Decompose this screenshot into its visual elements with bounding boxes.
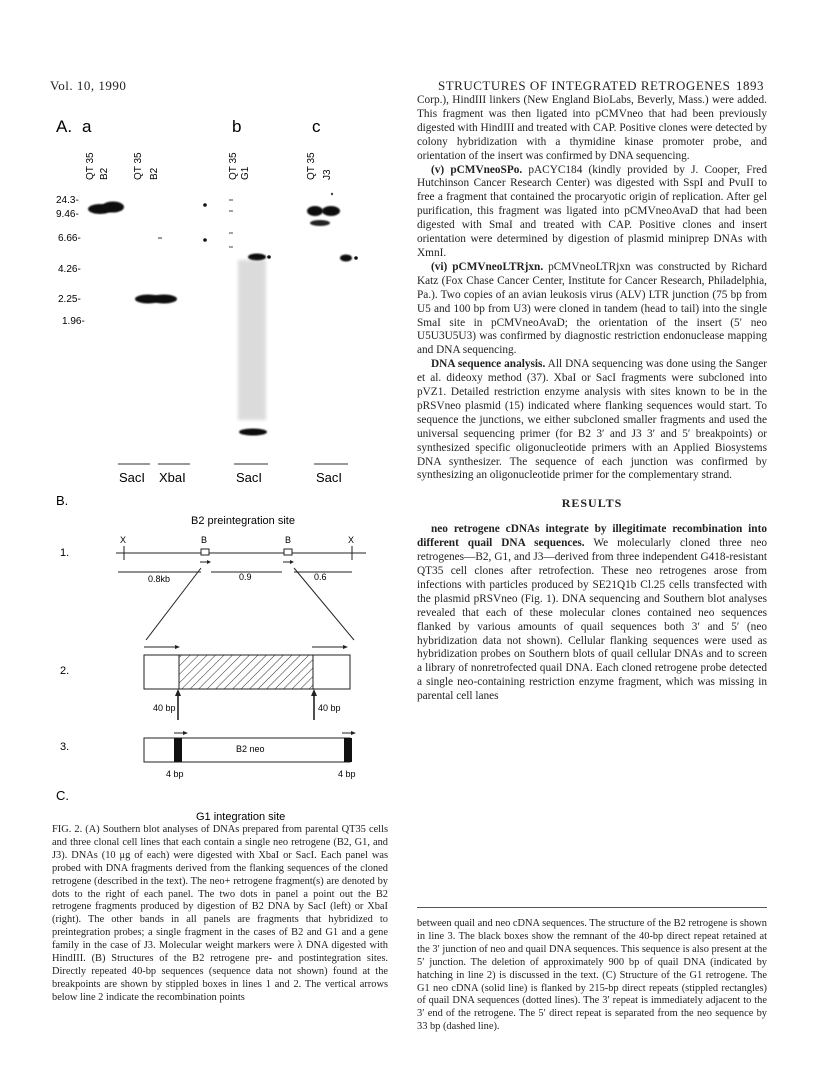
paragraph [417,261,767,358]
junction-label: 4 bp [338,769,356,779]
subheading: neo retrogene cDNAs integrate by illegitimate recombination into different quail DNA sequences. [417,523,767,550]
segment-label: 0.9 [239,572,252,582]
line-3-label: 3. [60,741,70,753]
marker-label: 24.3- [56,195,79,206]
lane-label: QT 35 [228,152,239,180]
enzyme-label: SacI [236,470,263,485]
section-heading: RESULTS [561,496,623,511]
paragraph-text: pACYC184 (kindly provided by J. Cooper, Fred Hutchinson Cancer Research Center) was digested with SspI and PvuII to free a fragment that contained the procaryotic origin of replication. After gel purification, this fragment was ligated into pCMVneoAvaD that had been digested with SmaI and treated with CAP. Positive clones and insert orientation were determined by digestion of plasmid miniprep DNAs with XmnI. [417,163,767,259]
site-label: X [120,535,127,545]
marker-label: 6.66- [58,233,81,244]
lane-label: B2 [149,167,160,180]
lane-label: G1 [240,166,251,180]
paragraph: Corp.), HindIII linkers (New England BioLabs, Beverly, Mass.) were added. This fragment was then ligated into pCMVneo that had been previously digested with HindIII and treated with CAP. Positive clones were detected by colony hybridization with a thymidine kinase promoter probe, and orientation of the insert was confirmed by DNA sequencing. [417,94,767,162]
blot-a [88,202,207,304]
subheading: (v) pCMVneoSPo. [431,163,523,176]
line-2-label: 2. [60,665,70,677]
line-1-label: 1. [60,547,70,559]
marker-label: 1.96- [62,316,85,327]
panel-c-title: G1 integration site [196,811,286,823]
junction-label: 4 bp [166,769,184,779]
paragraph [417,164,767,261]
caption-continued: between quail and neo cDNA sequences. The structure of the B2 retrogene is shown in line 3. The black boxes show the remnant of the 40-bp direct repeat retained at the 3′ junction of neo and quail DNA sequences. This sequence is also present at the 5′ junction. The deletion of approximately 900 bp of quail DNA (indicated by hatching in line 2) is discussed in the text. (C) Structure of the G1 retrogene. The G1 neo cDNA (solid line) is flanked by 215-bp direct repeats (stippled rectangles) of quail DNA sequences (dotted lines). The 3′ repeat is immediately adjacent to the 3′ end of the retrogene. The 5′ direct repeat is separated from the neo sequence by 33 bp (dashed line). [417,918,767,1033]
subpanel-a-label: a [82,117,92,136]
paragraph-text: We molecularly cloned three neo retrogenes—B2, G1, and J3—derived from three independent G418-resistant QT35 cell clones after retrofection. These neo retrogenes arose from infections with particles produced by SE21Q1b Cl.25 cells transfected with the plasmid pRSVneo (Fig. 1). DNA sequencing and Southern blot analyses revealed that each of these molecular clones contained neo sequences flanked by various amounts of quail sequences both 3′ and 5′ (neo hybridization data not shown). Cellular flanking sequences were used as hybridization probes on Southern blots of quail cellular DNAs and to screen a library of nonretrofected quail DNA. Each cloned retrogene probe detected a single neo-containing restriction enzyme fragment, which was missing in parental cell lanes [417,537,767,703]
running-title: STRUCTURES OF INTEGRATED RETROGENES [438,78,731,93]
blot-b [229,200,271,436]
paragraph [417,358,767,483]
page-number: 1893 [736,78,764,93]
panel-c-label: C. [56,788,69,803]
divider [417,907,767,908]
lane-label: J3 [322,169,333,180]
repeat-label: 40 bp [153,703,176,713]
subpanel-b-label: b [232,117,242,136]
right-column [417,94,767,704]
retrogene-label: B2 neo [236,744,265,754]
enzyme-label: SacI [119,470,146,485]
figure-graphic [56,110,392,825]
paragraph-text: pCMVneoLTRjxn was constructed by Richard Katz (Fox Chase Cancer Center, Institute for Cancer Research, Philadelphia, Pa.). Two copies of an avian leukosis virus (ALV) LTR junction (75 bp from U5 and 100 bp from U3) were cloned in tandem (head to tail) into the single SmaI site in pCMVneoAvaD; the orientation of the insert (5′ neo U5U3U5U3) was confirmed by diagnostic restriction endonuclease mapping and DNA sequencing. [417,260,767,357]
lane-label: QT 35 [133,152,144,180]
subpanel-c-label: c [312,117,321,136]
paragraph-text: All DNA sequencing was done using the Sanger et al. dideoxy method (37). XbaI or SacI fragments were subcloned into pVZ1. Detailed restriction enzyme analysis with sites known to be in the pRSVneo plasmid (15) indicated where flanking sequences would start. To sequence the junctions, we either subcloned smaller fragments and used the universal sequencing primer (for B2 3′ and J3 3′ and 5′ breakpoints) or synthesized specific oligonucleotide primers with an Applied Biosystems DNA synthesizer. The sequence of each junction was confirmed by synthesizing an oligonucleotide primer for the complementary strand. [417,358,767,482]
site-label: B [285,535,292,545]
marker-label: 9.46- [56,209,79,220]
site-label: B [201,535,208,545]
lane-label: QT 35 [85,152,96,180]
panel-b-title: B2 preintegration site [191,515,295,527]
marker-label: 4.26- [58,264,81,275]
panel-a-label: A. [56,117,73,136]
repeat-label: 40 bp [318,703,341,713]
site-label: X [348,535,355,545]
figure-2 [56,110,392,825]
blot-c [307,193,358,262]
preintegration-map [116,546,366,562]
panel-b-label: B. [56,493,69,508]
marker-label: 2.25- [58,294,81,305]
enzyme-label: XbaI [159,470,186,485]
segment-label: 0.8kb [148,574,171,584]
volume-header: Vol. 10, 1990 [50,78,127,93]
lane-label: QT 35 [306,152,317,180]
figure-caption: FIG. 2. (A) Southern blot analyses of DNAs prepared from parental QT35 cells and three clonal cell lines that each contain a single neo retrogene (B2, G1, and J3). DNAs (10 μg of each) were digested with XbaI or SacI. Each panel was probed with DNA fragments derived from the flanking sequences of the cloned retrogene (described in the text). The neo+ retrogene fragment(s) are denoted by dots to the right of each panel. The two dots in panel a point out the B2 retrogene fragments produced by digestion of B2 DNA by SacI (left) or XbaI (right). The other bands in all panels are fragments that hybridized to preintegration probes; a single fragment in the cases of B2 and G1 and a gene family in the case of J3. Molecular weight markers were λ DNA digested with HindIII. (B) Structures of the B2 retrogene pre- and postintegration sites. Directly repeated 40-bp sequences (sequence data not shown) found at the breakpoints are shown by stippled boxes in lines 1 and 2. The vertical arrows below line 2 indicate the recombination points [52,824,388,1003]
paragraph [417,523,767,704]
enzyme-label: SacI [316,470,343,485]
segment-label: 0.6 [314,572,327,582]
subheading: (vi) pCMVneoLTRjxn. [431,260,544,273]
lane-label: B2 [99,167,110,180]
subheading: DNA sequence analysis. [431,358,546,371]
